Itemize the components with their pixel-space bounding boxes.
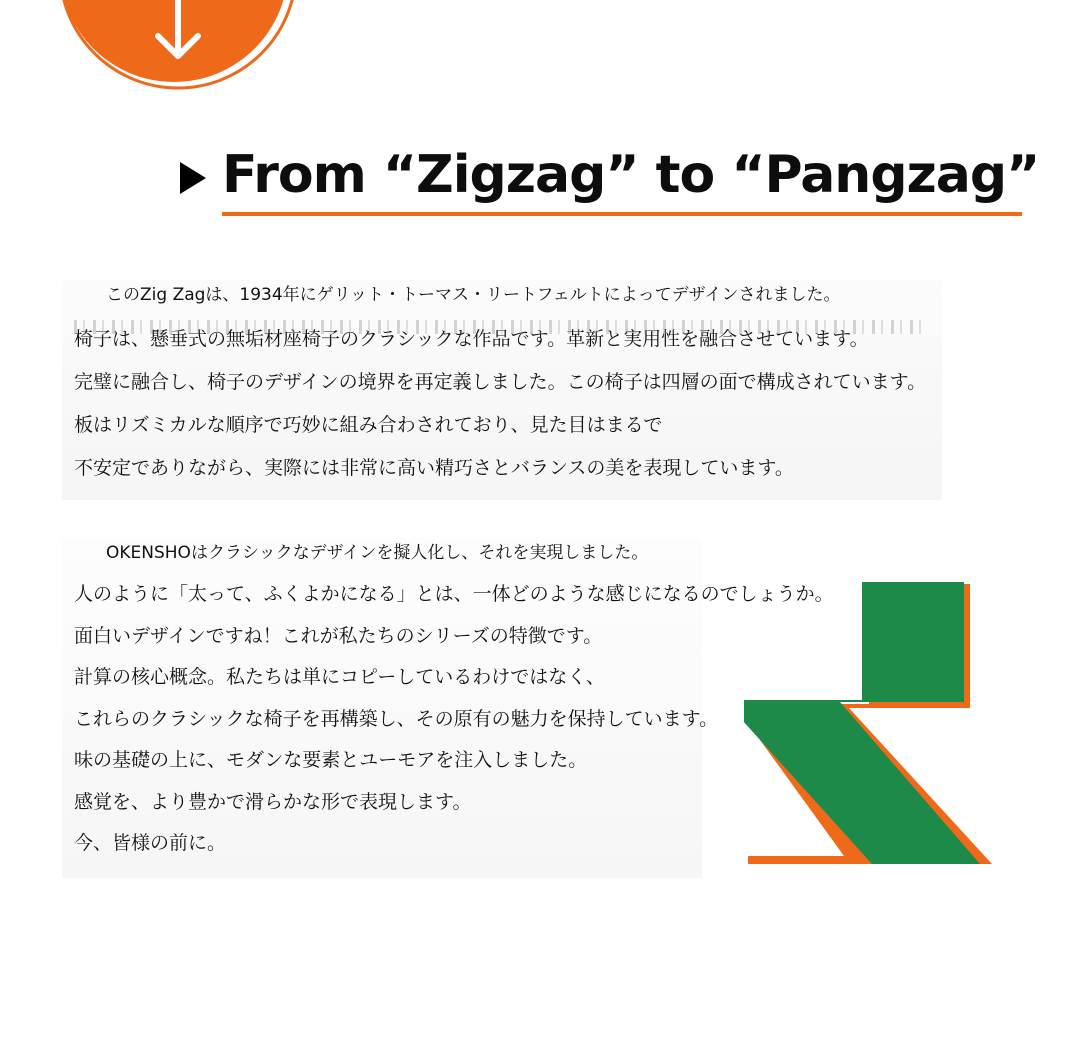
- paragraph-line: 不安定でありながら、実際には非常に高い精巧さとバランスの美を表現しています。: [74, 457, 794, 479]
- scan-artifact: [74, 320, 924, 334]
- paragraph-line: 計算の核心概念。私たちは単にコピーしているわけではなく、: [74, 666, 605, 688]
- paragraph-line: 椅子は、懸垂式の無垢材座椅子のクラシックな作品です。革新と実用性を融合させています。: [74, 328, 869, 350]
- arrow-down-badge-icon: [60, 0, 300, 98]
- paragraph-lead: OKENSHOはクラシックなデザインを擬人化し、それを実現しました。: [106, 543, 649, 563]
- play-triangle-icon: [178, 160, 208, 196]
- paragraph-line: 今、皆様の前に。: [74, 832, 227, 854]
- concept-paragraph: [62, 538, 834, 878]
- paragraph-line: 人のように「太って、ふくよかになる」とは、一体どのような感じになるのでしょうか。: [74, 583, 834, 605]
- paragraph-lead: このZig Zagは、1934年にゲリット・トーマス・リートフェルトによってデザインされました。: [106, 285, 841, 305]
- zigzag-chair-icon: [744, 580, 994, 870]
- page-title: From “Zigzag” to “Pangzag”: [222, 145, 1040, 205]
- paragraph-line: これらのクラシックな椅子を再構築し、その原有の魅力を保持しています。: [74, 707, 719, 730]
- paragraph-line: 面白いデザインですね！これが私たちのシリーズの特徴です。: [74, 624, 603, 647]
- history-paragraph: [62, 280, 942, 500]
- title-area: [178, 140, 1038, 220]
- paragraph-line: 感覚を、より豊かで滑らかな形で表現します。: [74, 790, 472, 813]
- paragraph-line: 完璧に融合し、椅子のデザインの境界を再定義しました。この椅子は四層の面で構成されています。: [74, 371, 927, 393]
- paragraph-line: 板はリズミカルな順序で巧妙に組み合わされており、見た目はまるで: [74, 414, 663, 436]
- title-underline: [222, 212, 1022, 216]
- paragraph-line: 味の基礎の上に、モダンな要素とユーモアを注入しました。: [74, 749, 588, 771]
